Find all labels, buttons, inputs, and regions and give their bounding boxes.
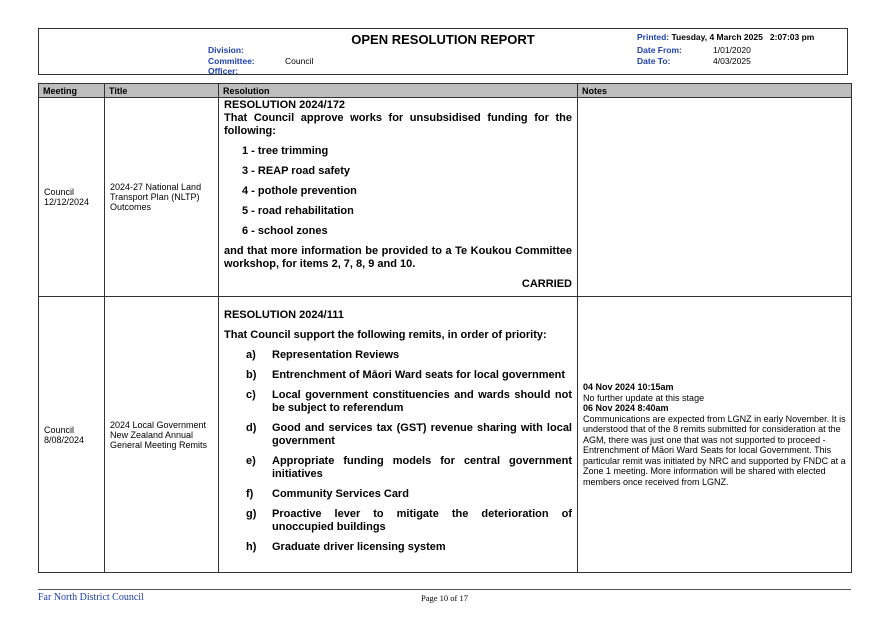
note-text: No further update at this stage (583, 392, 705, 403)
notes-cell (578, 98, 852, 297)
remit-text: Local government constituencies and wards should not be subject to referendum (272, 389, 572, 414)
remit-letter: c) (246, 389, 256, 401)
meeting-name: Council (44, 187, 75, 197)
remit-item (246, 349, 572, 362)
remit-text: Good and services tax (GST) revenue sharing with local government (272, 422, 572, 447)
printed-line (637, 32, 814, 42)
resolution-item: 1 - tree trimming (242, 145, 329, 157)
remit-letter: h) (246, 541, 257, 553)
meeting-name: Council (44, 424, 75, 435)
committee-value: Council (285, 56, 314, 66)
meeting-cell (39, 297, 105, 573)
resolution-after: and that more information be provided to a Te Koukou Committee workshop, for items 2, 7, 8, 9 and 10. (224, 245, 572, 270)
meeting-cell (39, 98, 105, 297)
resolution-item: 6 - school zones (242, 225, 328, 237)
title-cell: 2024-27 National Land Transport Plan (NLTP) Outcomes (105, 98, 219, 297)
meeting-date: 8/08/2024 (44, 434, 85, 445)
remit-item (246, 541, 572, 554)
date-to-label: Date To: (637, 55, 671, 66)
date-labels (637, 45, 682, 66)
remit-item (246, 389, 572, 415)
resolution-cell (219, 98, 578, 297)
header-labels (208, 45, 255, 77)
resolution-item: 5 - road rehabilitation (242, 205, 354, 217)
col-header-meeting: Meeting (39, 84, 105, 98)
remit-item (246, 422, 572, 448)
committee-label: Committee: (208, 55, 255, 66)
meeting-date: 12/12/2024 (44, 197, 90, 207)
resolution-intro: That Council support the following remits, in order of priority: (224, 329, 547, 341)
footer-org: Far North District Council (38, 592, 144, 603)
remit-letter: f) (246, 488, 254, 500)
remit-item (246, 369, 572, 382)
resolution-heading: RESOLUTION 2024/111 (224, 309, 344, 321)
resolution-status: CARRIED (521, 278, 572, 290)
remit-letter: g) (246, 508, 257, 520)
report-header (38, 28, 848, 75)
resolution-intro: That Council approve works for unsubsidised funding for the following: (224, 112, 572, 137)
note-date: 06 Nov 2024 8:40am (583, 403, 669, 413)
date-from-label: Date From: (637, 45, 682, 55)
division-label: Division: (208, 45, 244, 55)
notes-cell (578, 297, 852, 573)
remit-text: Community Services Card (272, 488, 409, 500)
remit-letter: b) (246, 369, 257, 381)
remit-text: Representation Reviews (272, 349, 400, 361)
col-header-title: Title (105, 84, 219, 98)
page-footer (38, 589, 851, 603)
remit-text: Proactive lever to mitigate the deterioration of unoccupied buildings (272, 508, 572, 533)
table-row (39, 297, 852, 573)
remit-text: Entrenchment of Māori Ward seats for local government (272, 369, 565, 381)
table-row (39, 98, 852, 297)
printed-label: Printed: (637, 32, 670, 42)
printed-value: Tuesday, 4 March 2025 2:07:03 pm (671, 32, 815, 42)
resolution-cell (219, 297, 578, 573)
title-cell: 2024 Local Government New Zealand Annual General Meeting Remits (105, 297, 219, 573)
date-values (713, 45, 751, 66)
note-text: Communications are expected from LGNZ in early November. It is understood that of the 8 remits submitted for consideration at the AGM, there was just one that was not supported to proceed - Entrenchment of Māori Ward Seats for local Government. This particular remit was initiated by NRC and supported by FNDC at a Zone 1 meeting. More information will be shared with elected members once received from LGNZ. (583, 413, 846, 487)
col-header-notes: Notes (578, 84, 852, 98)
resolution-heading: RESOLUTION 2024/172 (224, 99, 346, 111)
resolution-item: 3 - REAP road safety (242, 165, 351, 177)
remit-letter: a) (246, 349, 256, 361)
remit-letter: e) (246, 455, 256, 467)
remit-item (246, 455, 572, 481)
remit-text: Graduate driver licensing system (272, 541, 446, 553)
resolution-table (38, 83, 852, 573)
report-title: OPEN RESOLUTION REPORT (351, 32, 535, 47)
note-date: 04 Nov 2024 10:15am (583, 382, 674, 392)
officer-label: Officer: (208, 66, 239, 76)
remit-item (246, 508, 572, 534)
table-header-row (39, 84, 852, 98)
remit-item (246, 488, 572, 501)
date-to-value: 4/03/2025 (713, 55, 751, 66)
date-from-value: 1/01/2020 (713, 45, 751, 55)
footer-page-number: Page 10 of 17 (421, 593, 468, 603)
col-header-resolution: Resolution (219, 84, 578, 98)
remit-text: Appropriate funding models for central government initiatives (272, 455, 572, 480)
resolution-item: 4 - pothole prevention (242, 185, 357, 197)
remit-letter: d) (246, 422, 257, 434)
